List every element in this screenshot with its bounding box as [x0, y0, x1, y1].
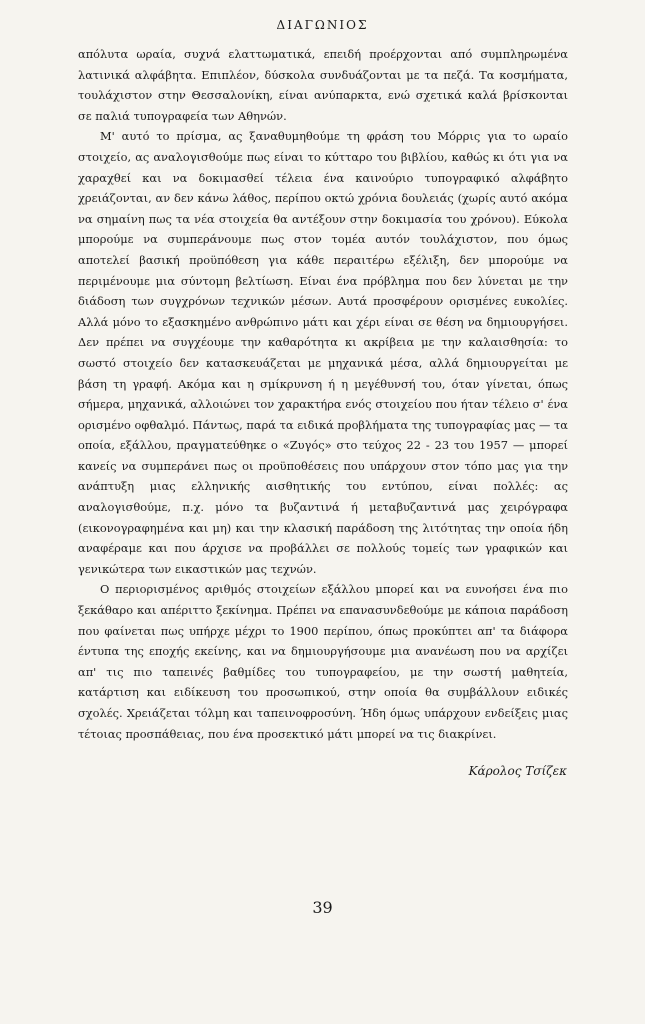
paragraph-2: Μ' αυτό το πρίσμα, ας ξαναθυμηθούμε τη φράση του Μόρρις για το ωραίο στοιχείο, ας αναλογισθούμε πως είναι το κύτταρο του βιβλίου, καθώς κι ότι για να χαραχθεί και να δοκιμασθεί τέλεια ένα καινούριο τυπογραφικό αλφάβητο χρειάζονται, αν δεν κάνω λάθος, περίπου οκτώ χρόνια δουλειάς (χωρίς αυτό ακόμα να σημαίνη πως τα νέα στοιχεία θα αντέξουν στην δοκιμασία του χρόνου). Εύκολα μπορούμε να συμπεράνουμε πως στον τομέα αυτόν τουλάχιστον, που όμως αποτελεί βασική προϋπόθεση για κάθε περαιτέρω εξέλιξη, δεν μπορούμε να περιμένουμε μια σύντομη βελτίωση. Είναι ένα πρόβλημα που δεν λύνεται με την διάδοση των συγχρόνων τεχνικών μέσων. Αυτά προσφέρουν ορισμένες ευκολίες. Αλλά μόνο το εξασκημένο ανθρώπινο μάτι και χέρι είναι σε θέση να δημιουργήσει. Δεν πρέπει να συγχέουμε την καθαρότητα κι ακρίβεια με την καλαισθησία: το σωστό στοιχείο δεν κατασκευάζεται με μηχανικά μέσα, αλλά δημιουργείται με βάση τη γραφή. Ακόμα και η σμίκρυνση ή η μεγέθυνσή του, όταν γίνεται, όπως σήμερα, μηχανικά, αλλοιώνει τον χαρακτήρα ενός στοιχείου που ήταν τέλειο σ' ένα ορισμένο οφθαλμό. Πάντως, παρά τα ειδικά προβλήματα της τυπογραφίας μας — τα οποία, εξάλλου, πραγματεύθηκε ο «Ζυγός» στο τεύχος 22 - 23 του 1957 — μπορεί κανείς να συμπεράνει πως οι προϋποθέσεις που υπάρχουν στον τόπο μας για την ανάπτυξη μιας ελληνικής αισθητικής του εντύπου, είναι πολλές: ας αναλογισθούμε, π.χ. μόνο τα βυζαντινά ή μεταβυζαντινά μας χειρόγραφα (εικονογραφημένα και μη) και την κλασική παράδοση της λιτότητας την οποία ήδη αναφέραμε και που άρχισε να προβάλλει σε πολλούς τομείς των γραφικών και γενικώτερα των εικαστικών μας τεχνών.: [78, 129, 568, 576]
page-number: 39: [312, 898, 333, 917]
article-body: [78, 44, 568, 744]
author-signature: Κάρολος Τσίζεκ: [468, 764, 567, 778]
running-header: ΔΙΑΓΩΝΙΟΣ: [276, 18, 369, 32]
paragraph-1: απόλυτα ωραία, συχνά ελαττωματικά, επειδή προέρχονται από συμπληρωμένα λατινικά αλφάβητα. Επιπλέον, δύσκολα συνδυάζονται με τα πεζά. Τα κοσμήματα, τουλάχιστον στην Θεσσαλονίκη, είναι ανύπαρκτα, ενώ σχετικά καλά βρίσκονται σε παλιά τυπογραφεία των Αθηνών.: [78, 47, 568, 123]
paragraph-3: Ο περιορισμένος αριθμός στοιχείων εξάλλου μπορεί και να ευνοήσει ένα πιο ξεκάθαρο και απέριττο ξεκίνημα. Πρέπει να επανασυνδεθούμε με κάποια παράδοση που φαίνεται πως υπήρχε μέχρι το 1900 περίπου, όπως προκύπτει απ' τα διάφορα έντυπα της εποχής εκείνης, και να δημιουργήσουμε μια ανανέωση που να αρχίζει απ' τις πιο ταπεινές βαθμίδες του τυπογραφείου, με την σωστή μαθητεία, κατάρτιση και ειδίκευση του προσωπικού, στην οποία θα συμβάλλουν ειδικές σχολές. Χρειάζεται τόλμη και ταπεινοφροσύνη. Ήδη όμως υπάρχουν ενδείξεις μιας τέτοιας προσπάθειας, που ένα προσεκτικό μάτι μπορεί να τις διακρίνει.: [78, 582, 568, 741]
